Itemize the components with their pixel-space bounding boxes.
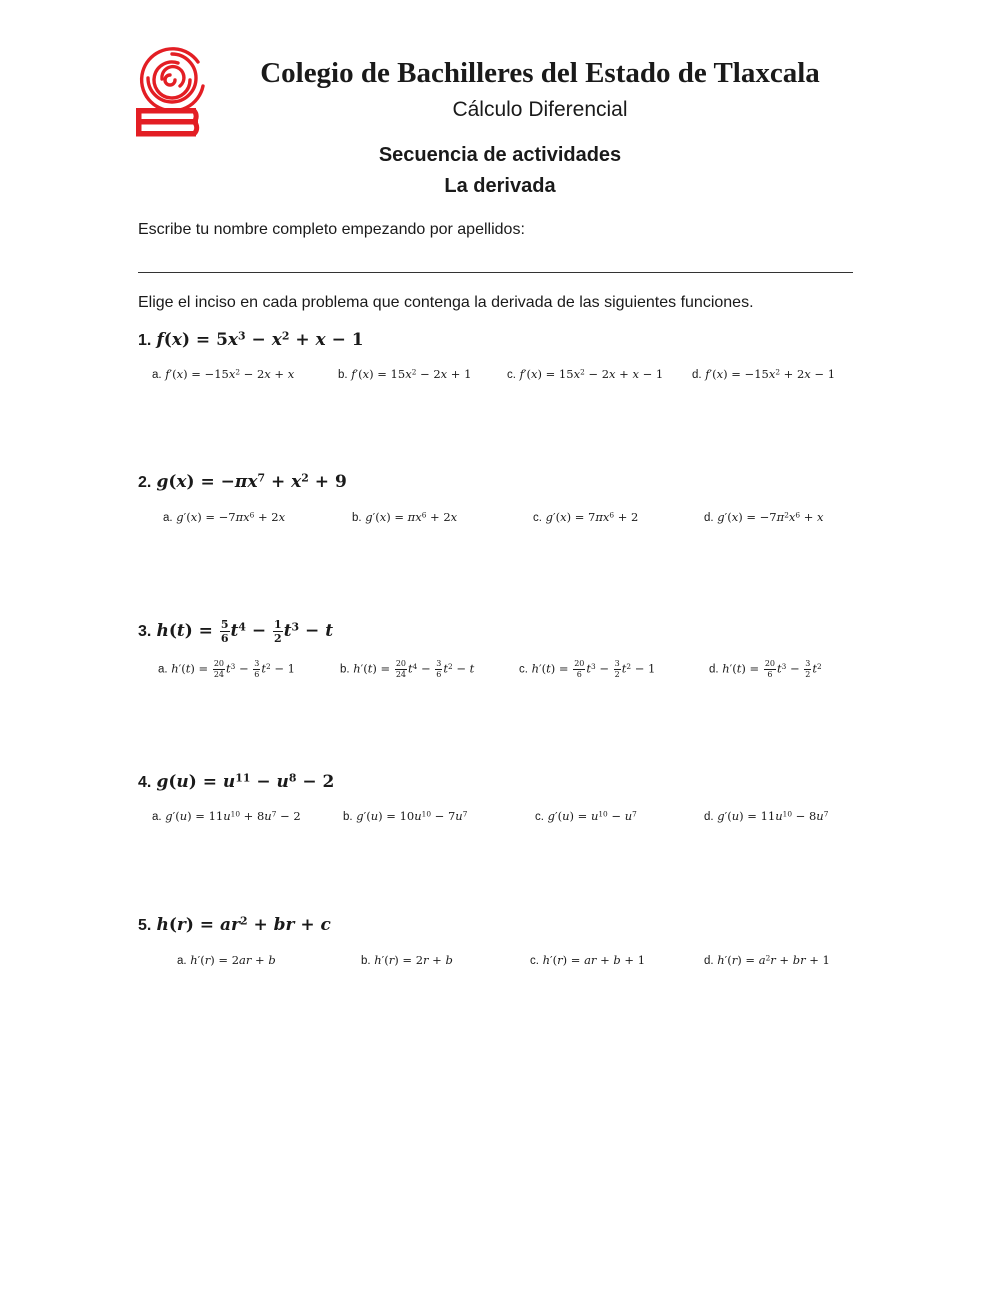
sequence-subtitle: La derivada: [444, 175, 556, 197]
option-4c[interactable]: c. $g'(u) = u^{10} - u^7$: [535, 809, 637, 823]
option-3d[interactable]: d. h′(t) = $\frac{20}{6}$ $t^3$ − $\frac{3}{2}$ $t^2$: [709, 659, 822, 679]
problem-number: 1.: [138, 332, 152, 349]
option-1a[interactable]: a. $f'(x) = -15x^2 - 2x + x$: [152, 367, 295, 381]
option-3b[interactable]: b. h′(t) = $\frac{20}{24}$ $t^4$ − $\frac{3}{6}$ $t^2 - t$: [340, 659, 475, 679]
problem-4-function: [138, 772, 334, 792]
option-5d[interactable]: d. $h'(r) = a^2r$ + br + 1: [704, 953, 830, 967]
name-answer-line[interactable]: [138, 272, 853, 273]
option-1b[interactable]: b. $f'(x) = 15x^2 - 2x + 1$: [338, 367, 472, 381]
problem-1-function: [138, 330, 364, 350]
problem-number: 3.: [138, 623, 152, 640]
option-2c[interactable]: c. $g'(x) = 7\pi x^6 + 2$: [533, 510, 639, 524]
problem-number: 2.: [138, 474, 152, 491]
instructions: Elige el inciso en cada problema que contenga la derivada de las siguientes funciones.: [138, 294, 754, 311]
option-3c[interactable]: c. h′(t) = $\frac{20}{6}$ $t^3$ − $\frac{3}{2}$ $t^2 - 1$: [519, 659, 656, 679]
sequence-title: Secuencia de actividades: [378, 144, 622, 166]
option-2a[interactable]: a. $g'(x) = -7\pi x^6 + 2x$: [163, 510, 286, 524]
option-4a[interactable]: a. $g'(u) = 11u^{10} + 8u^7 - 2$: [152, 809, 301, 823]
option-5a[interactable]: a. h′(r) = 2ar + b: [177, 953, 276, 967]
option-5c[interactable]: c. h′(r) = ar + b + 1: [530, 953, 646, 967]
option-2d[interactable]: d. $g'(x) = -7\pi^2x^6 + x$: [704, 510, 824, 524]
school-name: Colegio de Bachilleres del Estado de Tlaxcala: [260, 57, 820, 89]
option-1c[interactable]: c. $f'(x) = 15x^2 - 2x + x - 1$: [507, 367, 664, 381]
problem-1-expression: $f(x) = 5x^3 - x^2 + x - 1$: [156, 329, 364, 350]
course-name: Cálculo Diferencial: [452, 98, 628, 121]
option-1d[interactable]: d. $f'(x) = -15x^2 + 2x - 1$: [692, 367, 836, 381]
option-5b[interactable]: b. h′(r) = 2r + b: [361, 953, 453, 967]
problem-number: 5.: [138, 917, 152, 934]
option-4b[interactable]: b. $g'(u) = 10u^{10} - 7u^7$: [343, 809, 468, 823]
problem-5-function: [138, 915, 331, 935]
problem-5-expression: $h(r) = ar^2$ + br + c: [156, 914, 331, 935]
problem-3-function: [138, 619, 333, 644]
option-2b[interactable]: b. $g'(x) = \pi x^6 + 2x$: [352, 510, 458, 524]
name-prompt: Escribe tu nombre completo empezando por apellidos:: [138, 221, 525, 238]
option-4d[interactable]: d. $g'(u) = 11u^{10} - 8u^7$: [704, 809, 829, 823]
problem-2-function: [138, 472, 347, 492]
problem-number: 4.: [138, 774, 152, 791]
problem-4-expression: $g(u) = u^{11} - u^8 - 2$: [156, 771, 335, 792]
problem-2-expression: $g(x) = -\pi x^7 + x^2 + 9$: [156, 471, 347, 492]
option-3a[interactable]: a. h′(t) = $\frac{20}{24}$ $t^3$ − $\frac{3}{6}$ $t^2 - 1$: [158, 659, 295, 679]
problem-3-expression: h(t) = $\frac{5}{6}$ $t^4$ − $\frac{1}{2}$ $t^3 - t$: [156, 618, 334, 645]
